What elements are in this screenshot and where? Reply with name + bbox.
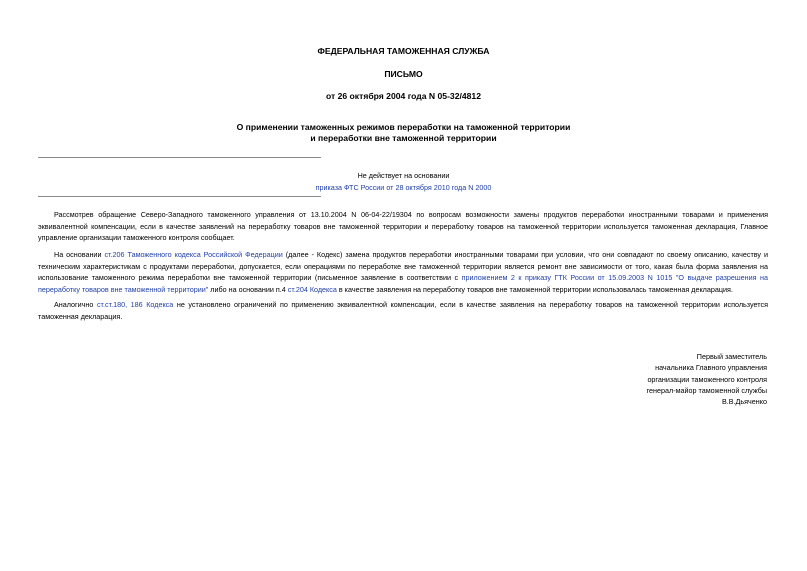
paragraph-2-text-1: На основании xyxy=(54,250,105,259)
top-divider xyxy=(38,157,321,158)
paragraph-2-text-2: (далее - Кодекс) замена продуктов переработки иностранными товарами при условии, что они совпадают по своему описанию, качеству и техническим характеристикам с продуктами переработки, допускается, если операциями по переработке вне таможенной территории является ремонт вне зависимости от того, какая была форма заявления на использование таможенного режима переработки вне таможенной территории (письменное заявление в соответствии с xyxy=(38,250,769,282)
link-order-1015[interactable]: приложением 2 к приказу ГТК России от 15.09.2003 N 1015 "О выдаче разрешения на переработку товаров вне таможенной территории" xyxy=(38,273,769,294)
bottom-divider xyxy=(38,196,321,197)
document-subject xyxy=(0,122,807,144)
document-date-number: от 26 октября 2004 года N 05-32/4812 xyxy=(325,91,481,101)
paragraph-1: Рассмотрев обращение Северо-Западного таможенного управления от 13.10.2004 N 06-04-22/19304 по вопросам возможности замены продуктов переработки иностранными товарами и применения эквивалентной компенсации, если в качестве заявлений на переработку товаров вне таможенной территории и переработку товаров на таможенной территории используется таможенная декларация, Главное управление организации таможенного контроля сообщает. xyxy=(38,210,768,242)
subject-line-1: О применении таможенных режимов переработки на таможенной территории xyxy=(236,122,571,132)
signature-line-4: генерал-майор таможенной службы xyxy=(646,385,767,395)
status-note xyxy=(0,170,807,193)
signature-name: В.В.Дьяченко xyxy=(721,397,767,407)
subject-line-2: и переработки вне таможенной территории xyxy=(310,133,497,143)
agency-title: ФЕДЕРАЛЬНАЯ ТАМОЖЕННАЯ СЛУЖБА xyxy=(317,46,490,56)
link-articles-180-186[interactable]: ст.ст.180, 186 Кодекса xyxy=(96,300,174,309)
status-link[interactable]: приказа ФТС России от 28 октября 2010 года N 2000 xyxy=(315,182,492,192)
paragraph-2-text-3: либо на основании п.4 xyxy=(208,284,288,294)
signature-line-3: организации таможенного контроля xyxy=(647,374,767,384)
paragraph-3-text-1: Аналогично xyxy=(54,300,97,309)
paragraph-3-text-2: не установлено ограничений по применению эквивалентной компенсации, если в качестве заявления на переработку товаров на таможенной территории используется таможенная декларация. xyxy=(38,300,768,321)
document-type: ПИСЬМО xyxy=(384,69,423,79)
signature-line-1: Первый заместитель xyxy=(696,352,767,361)
signature-block xyxy=(507,351,767,407)
status-text: Не действует на основании xyxy=(357,171,450,180)
link-article-204[interactable]: ст.204 Кодекса xyxy=(287,284,337,294)
paragraph-3 xyxy=(38,299,768,322)
paragraph-2 xyxy=(38,249,768,295)
signature-line-2: начальника Главного управления xyxy=(655,363,767,373)
paragraph-2-text-4: в качестве заявления на переработку товаров вне таможенной территории использовалась таможенная декларация. xyxy=(336,284,733,294)
link-article-206[interactable]: ст.206 Таможенного кодекса Российской Федерации xyxy=(104,250,283,259)
